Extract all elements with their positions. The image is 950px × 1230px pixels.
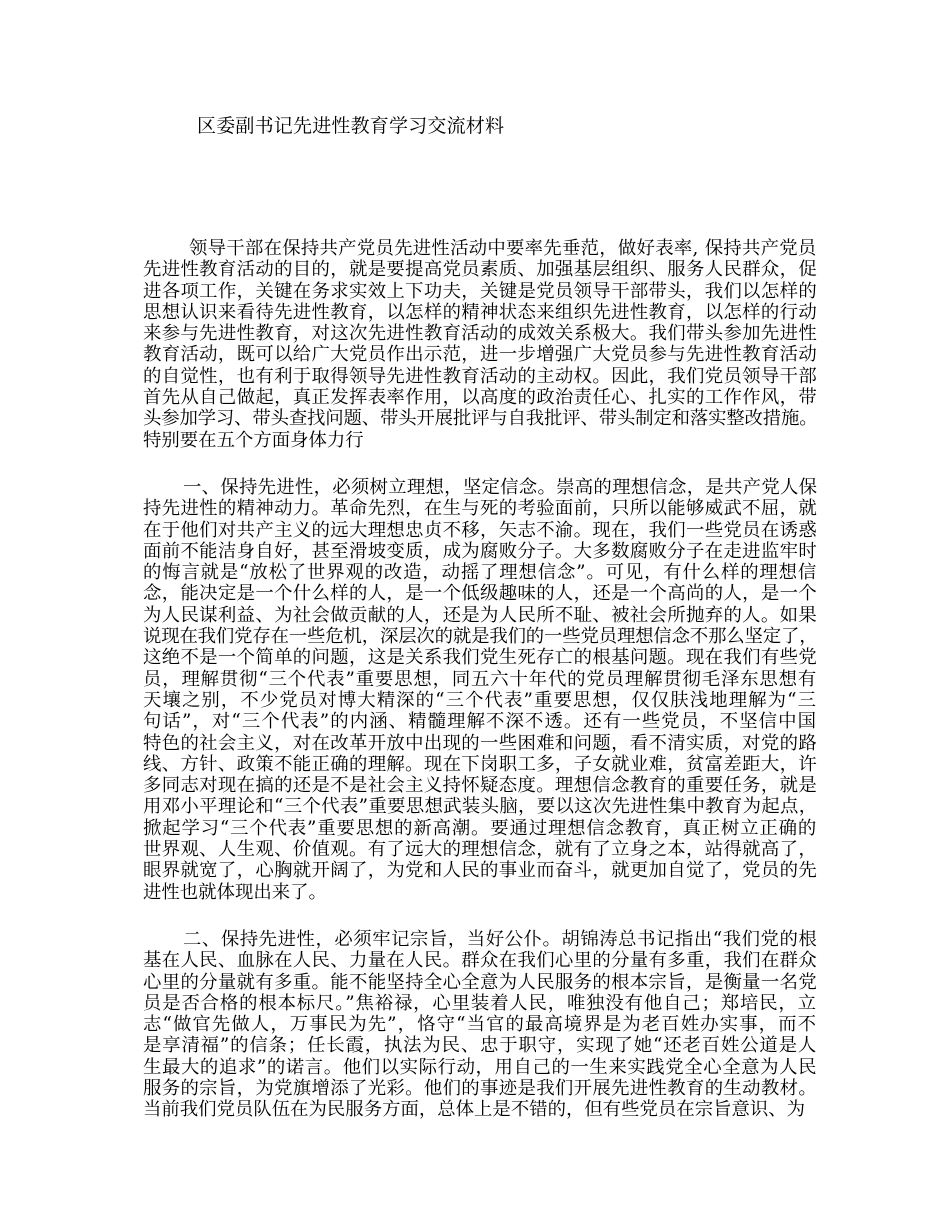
paragraph-line: 天壤之别，不少党员对博大精深的“三个代表”重要思想，仅仅肤浅地理解为“三 — [143, 689, 818, 711]
paragraph-line: 的自觉性，也有利于取得领导先进性教育活动的主动权。因此，我们党员领导干部 — [143, 365, 818, 387]
paragraph-line: 一、保持先进性，必须树立理想，坚定信念。崇高的理想信念，是共产党人保 — [183, 476, 818, 498]
document-body — [143, 238, 817, 1147]
paragraph-line: 面前不能洁身自好，甚至滑坡变质，成为腐败分子。大多数腐败分子在走进监牢时 — [143, 540, 818, 562]
paragraph-line: 用邓小平理论和“三个代表”重要思想武装头脑，要以这次先进性集中教育为起点， — [143, 796, 818, 818]
paragraph-line: 说现在我们党存在一些危机，深层次的就是我们的一些党员理想信念不那么坚定了， — [143, 626, 818, 648]
document-title: 区委副书记先进性教育学习交流材料 — [197, 115, 505, 137]
paragraph-line: 首先从自己做起，真正发挥表率作用，以高度的政治责任心、扎实的工作作风，带 — [143, 387, 818, 409]
paragraph-line: 特别要在五个方面身体力行 — [143, 429, 364, 451]
paragraph-line: 心里的分量就有多重。能不能坚持全心全意为人民服务的根本宗旨，是衡量一名党 — [143, 971, 818, 993]
paragraph-line: 员，理解贯彻“三个代表”重要思想，同五六十年代的党员理解贯彻毛泽东思想有 — [143, 668, 818, 690]
paragraph-line: 句话”，对“三个代表”的内涵、精髓理解不深不透。还有一些党员，不坚信中国 — [143, 711, 818, 733]
paragraph-line: 头参加学习、带头查找问题、带头开展批评与自我批评、带头制定和落实整改措施。 — [143, 408, 818, 430]
paragraph-line: 进各项工作，关键在务求实效上下功夫，关键是党员领导干部带头，我们以怎样的 — [143, 280, 818, 302]
paragraph-line: 生最大的追求”的诺言。他们以实际行动，用自己的一生来实践党全心全意为人民 — [143, 1056, 818, 1078]
paragraph-line: 教育活动，既可以给广大党员作出示范，进一步增强广大党员参与先进性教育活动 — [143, 344, 818, 366]
paragraph-line: 先进性教育活动的目的，就是要提高党员素质、加强基层组织、服务人民群众，促 — [143, 259, 818, 281]
paragraph-line: 念，能决定是一个什么样的人，是一个低级趣味的人，还是一个高尚的人，是一个 — [143, 583, 818, 605]
paragraph-line: 特色的社会主义，对在改革开放中出现的一些困难和问题，看不清实质，对党的路 — [143, 732, 818, 754]
paragraph-line: 的悔言就是“放松了世界观的改造，动摇了理想信念”。可见，有什么样的理想信 — [143, 562, 818, 584]
paragraph-line: 多同志对现在搞的还是不是社会主义持怀疑态度。理想信念教育的重要任务，就是 — [143, 775, 818, 797]
paragraph-line: 当前我们党员队伍在为民服务方面，总体上是不错的，但有些党员在宗旨意识、为 — [143, 1099, 806, 1121]
paragraph-line: 进性也就体现出来了。 — [143, 881, 327, 903]
paragraph-line: 在于他们对共产主义的远大理想忠贞不移，矢志不渝。现在，我们一些党员在诱惑 — [143, 519, 818, 541]
paragraph-section-1 — [143, 477, 817, 903]
paragraph-line: 持先进性的精神动力。革命先烈，在生与死的考验面前，只所以能够威武不屈，就 — [143, 498, 818, 520]
paragraph-line: 眼界就宽了，心胸就开阔了，为党和人民的事业而奋斗，就更加自觉了，党员的先 — [143, 860, 818, 882]
paragraph-line: 这绝不是一个简单的问题，这是关系我们党生死存亡的根基问题。现在我们有些党 — [143, 647, 818, 669]
paragraph-section-2 — [143, 929, 817, 1121]
paragraph-line: 世界观、人生观、价值观。有了远大的理想信念，就有了立身之本，站得就高了， — [143, 839, 818, 861]
paragraph-line: 志“做官先做人，万事民为先”，恪守“当官的最高境界是为老百姓办实事，而不 — [143, 1014, 818, 1036]
paragraph-line: 掀起学习“三个代表”重要思想的新高潮。要通过理想信念教育，真正树立正确的 — [143, 817, 818, 839]
paragraph-line: 线、方针、政策不能正确的理解。现在下岗职工多，子女就业难，贫富差距大，许 — [143, 753, 818, 775]
paragraph-line: 二、保持先进性，必须牢记宗旨，当好公仆。胡锦涛总书记指出“我们党的根 — [183, 928, 818, 950]
paragraph-line: 基在人民、血脉在人民、力量在人民。群众在我们心里的分量有多重，我们在群众 — [143, 950, 818, 972]
paragraph-line: 服务的宗旨，为党旗增添了光彩。他们的事迹是我们开展先进性教育的生动教材。 — [143, 1077, 818, 1099]
paragraph-line: 来参与先进性教育，对这次先进性教育活动的成效关系极大。我们带头参加先进性 — [143, 323, 818, 345]
paragraph-line: 员是否合格的根本标尺。”焦裕禄，心里装着人民，唯独没有他自己；郑培民，立 — [143, 992, 817, 1014]
paragraph-line: 是享清福”的信条；任长霞，执法为民、忠于职守，实现了她“还老百姓公道是人 — [143, 1035, 818, 1057]
paragraph-line: 为人民谋利益、为社会做贡献的人，还是为人民所不耻、被社会所抛弃的人。如果 — [143, 604, 818, 626]
paragraph-line: 领导干部在保持共产党员先进性活动中要率先垂范，做好表率, 保持共产党员 — [189, 238, 817, 259]
paragraph-line: 思想认识来看待先进性教育，以怎样的精神状态来组织先进性教育，以怎样的行动 — [143, 301, 818, 323]
paragraph-intro — [143, 238, 817, 451]
